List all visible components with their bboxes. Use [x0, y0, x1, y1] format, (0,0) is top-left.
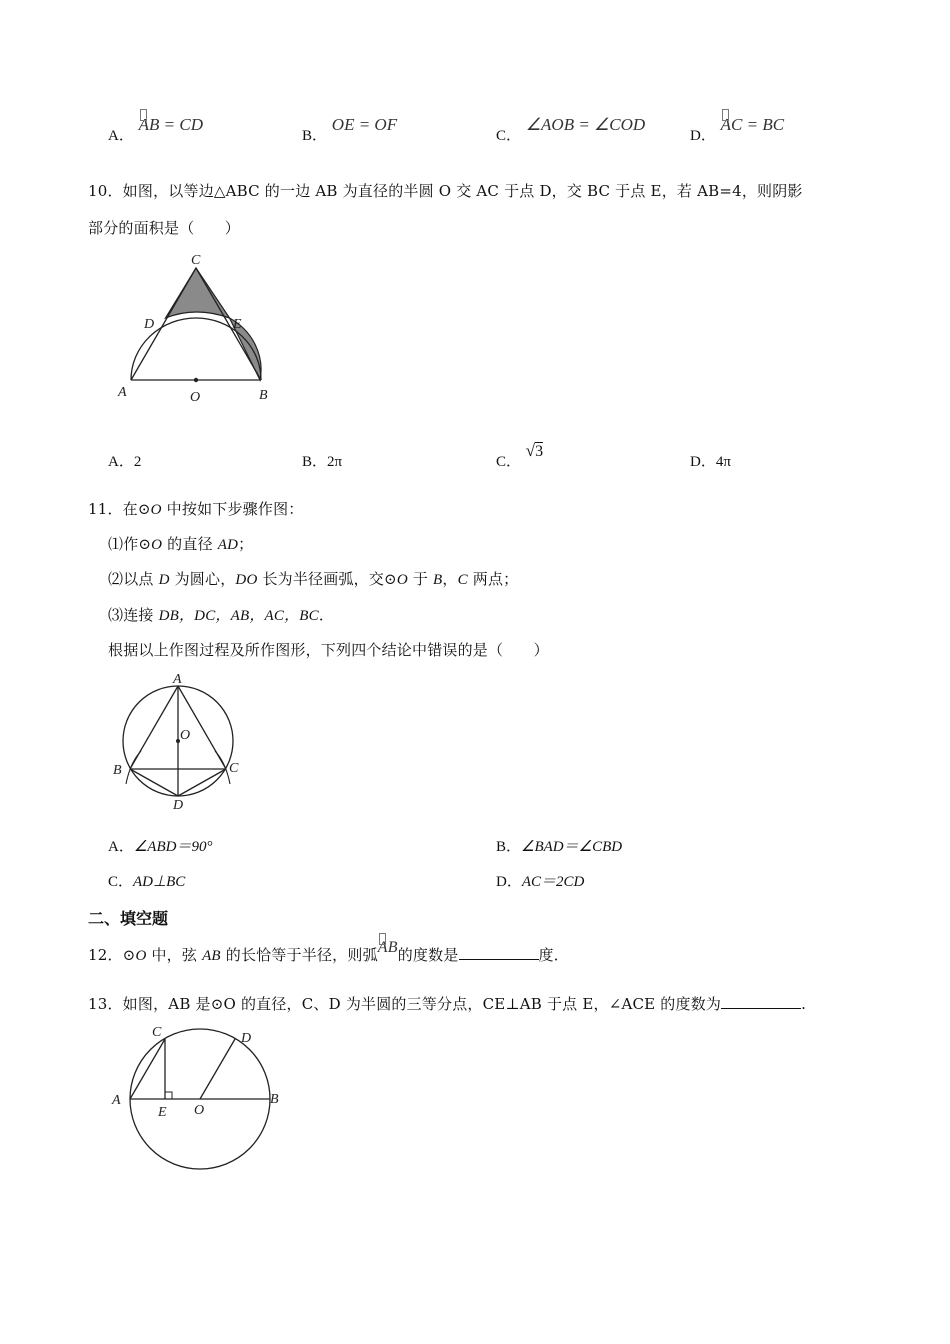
q11-step2-c: C — [457, 572, 468, 588]
q12-mid1: 中，弦 — [146, 946, 203, 964]
q13-label-e: E — [158, 1105, 167, 1120]
option-label: B． — [302, 128, 328, 144]
q13-label-b: B — [270, 1092, 279, 1107]
q11-step2-do: DO — [235, 572, 258, 588]
q10-text-line1: 10．如图，以等边△ABC 的一边 AB 为直径的半圆 O 交 AC 于点 D，交 BC 于点 E，若 AB=4，则阴影 — [88, 182, 803, 200]
q10-option-c — [496, 441, 544, 471]
q11-step2 — [108, 568, 518, 589]
q11-label-d: D — [173, 798, 184, 813]
q12-mid3: 的度数是 — [397, 946, 459, 964]
q10-label-e: E — [233, 317, 242, 332]
q11-step3 — [108, 604, 334, 625]
q11-step1 — [108, 533, 253, 554]
q11-step1-post: ； — [238, 535, 254, 553]
q10-text-line2: 部分的面积是（ ） — [88, 219, 241, 237]
q13-label-d: D — [241, 1031, 252, 1046]
q11-step2-b: B — [433, 572, 443, 588]
q10-figure — [108, 248, 288, 408]
option-value: 3 — [535, 443, 544, 460]
q10-side-bc — [196, 268, 261, 380]
q11-label-o: O — [180, 728, 191, 743]
q11-step3-post: ． — [318, 606, 335, 624]
option-label: C． — [496, 128, 522, 144]
q10-label-b: B — [259, 388, 268, 403]
q13-figure — [108, 1022, 298, 1172]
q11-step2-mid1: 为圆心， — [169, 570, 236, 588]
option-label: B． — [302, 454, 328, 470]
q11-step2-mid4: ， — [442, 570, 458, 588]
option-label: D． — [690, 454, 716, 470]
q11-segment-ab — [130, 686, 178, 769]
q9-option-d — [690, 115, 785, 145]
q13-text — [88, 993, 806, 1014]
option-label: C． — [108, 874, 134, 890]
q12-answer-blank[interactable] — [459, 945, 539, 960]
option-math: AC = BC — [720, 115, 785, 134]
q13-label-c: C — [152, 1025, 162, 1040]
q11-option-c — [108, 870, 185, 891]
q11-step2-post: 两点； — [467, 570, 519, 588]
option-math: OE = OF — [331, 115, 398, 134]
q11-step2-pre: ⑵以点 — [108, 570, 159, 588]
q11-step3-pre: ⑶连接 — [108, 606, 159, 624]
q13-answer-blank[interactable] — [721, 994, 801, 1009]
q13-segment-od — [200, 1039, 235, 1099]
q11-option-d — [496, 870, 584, 891]
q11-step2-d: D — [158, 572, 170, 588]
q11-segment-db — [130, 769, 178, 796]
q12-pre: 12．⊙ — [88, 946, 136, 964]
q10-option-b — [302, 450, 342, 471]
q12-post: 度． — [538, 946, 569, 964]
q10-option-d — [690, 450, 731, 471]
q11-step1-o: O — [151, 537, 163, 553]
option-label: A． — [108, 454, 134, 470]
q13-right-angle-mark — [165, 1092, 172, 1099]
q10-side-ac — [131, 268, 196, 380]
q10-label-a: A — [118, 385, 127, 400]
option-value: ∠BAD＝∠CBD — [521, 839, 623, 855]
q12-mid2: 的长恰等于半径，则弧 — [220, 946, 378, 964]
q11-segment-dc — [178, 769, 226, 796]
q11-label-a: A — [173, 672, 182, 687]
option-value: 2 — [133, 454, 142, 470]
option-math: ∠AOB = ∠COD — [525, 115, 646, 134]
q13-label-a: A — [112, 1093, 121, 1108]
sqrt-symbol: √ — [525, 441, 536, 460]
q9-option-a — [108, 115, 203, 145]
q10-center-dot — [194, 378, 198, 382]
option-label: D． — [690, 128, 716, 144]
q13-label-o: O — [194, 1103, 205, 1118]
q10-option-a — [108, 450, 141, 471]
option-value: AC＝2CD — [521, 874, 585, 890]
option-label: A． — [108, 128, 134, 144]
q10-shade-top — [166, 268, 230, 318]
q13-body: 13．如图，AB 是⊙O 的直径，C、D 为半圆的三等分点，CE⊥AB 于点 E，∠ACE 的度数为 — [88, 995, 722, 1013]
q11-step2-mid3: 于 — [407, 570, 434, 588]
q12-text — [88, 939, 569, 965]
q11-question: 根据以上作图过程及所作图形，下列四个结论中错误的是（ ） — [108, 641, 549, 659]
option-value: AD⊥BC — [133, 874, 186, 890]
q13-post: . — [801, 995, 807, 1013]
option-label: A． — [108, 839, 134, 855]
q11-step2-mid2: 长为半径画弧，交⊙ — [257, 570, 397, 588]
q11-label-c: C — [229, 761, 239, 776]
q13-segment-ac — [130, 1039, 165, 1099]
q11-step1-pre: ⑴作⊙ — [108, 535, 152, 553]
q12-arc-ab: AB — [377, 939, 398, 956]
q10-label-o: O — [190, 390, 201, 405]
q9-option-b — [302, 115, 398, 145]
q11-step3-segs: DB，DC，AB，AC，BC — [158, 608, 319, 624]
q11-step2-o: O — [396, 572, 408, 588]
q11-text-line1 — [88, 498, 303, 519]
q11-step1-mid: 的直径 — [162, 535, 218, 553]
q11-figure — [108, 668, 248, 818]
q9-option-c — [496, 115, 646, 145]
q11-line1-pre: 11．在⊙ — [88, 500, 151, 518]
option-label: C． — [496, 454, 522, 470]
q12-o: O — [135, 948, 147, 964]
option-math: AB = CD — [138, 115, 203, 134]
option-value: 2π — [327, 454, 343, 470]
q10-label-c: C — [191, 253, 201, 268]
q11-option-a — [108, 835, 212, 856]
option-value: ∠ABD＝90° — [133, 839, 213, 855]
option-value: 4π — [715, 454, 731, 470]
q12-ab: AB — [202, 948, 221, 964]
option-label: B． — [496, 839, 522, 855]
q11-label-b: B — [113, 763, 122, 778]
section-title: 二、填空题 — [88, 909, 169, 928]
q11-step1-ad: AD — [217, 537, 239, 553]
q11-line1-o: O — [150, 502, 162, 518]
q10-label-d: D — [144, 317, 155, 332]
option-label: D． — [496, 874, 522, 890]
q11-option-b — [496, 835, 622, 856]
q11-line1-post: 中按如下步骤作图： — [161, 500, 304, 518]
